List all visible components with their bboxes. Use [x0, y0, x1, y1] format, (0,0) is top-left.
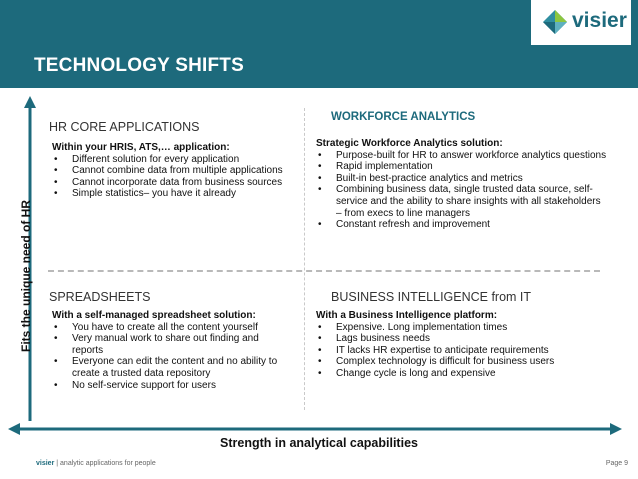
quadrant-lead: Strategic Workforce Analytics solution:	[316, 138, 503, 149]
quadrant-lead: With a self-managed spreadsheet solution:	[52, 310, 256, 321]
vertical-divider	[304, 108, 305, 410]
footer-tagline: analytic applications for people	[60, 460, 156, 467]
bullet-item: • Simple statistics– you have it already	[52, 188, 292, 200]
bullet-item: • Everyone can edit the content and no ability to create a trusted data repository	[52, 356, 292, 379]
footer-brand: visier	[36, 460, 55, 467]
bullet-item: • Cannot combine data from multiple applications	[52, 165, 292, 177]
quadrant-title-hr-core: HR CORE APPLICATIONS	[49, 120, 200, 134]
bullet-item: • You have to create all the content yourself	[52, 322, 292, 334]
bullet-item: • Lags business needs	[316, 333, 608, 345]
quadrant-lead: With a Business Intelligence platform:	[316, 310, 498, 321]
quadrant-body-business-intelligence	[316, 310, 608, 380]
quadrant-title-spreadsheets: SPREADSHEETS	[49, 290, 151, 304]
bullet-item: • Different solution for every application	[52, 154, 292, 166]
footer	[36, 460, 156, 467]
quadrant-body-workforce-analytics	[316, 138, 608, 231]
bullet-item: • Purpose-built for HR to answer workforce analytics questions	[316, 150, 608, 162]
x-axis-arrow-left	[8, 423, 20, 435]
quadrant-body-spreadsheets	[52, 310, 292, 391]
bullet-item: • No self-service support for users	[52, 380, 292, 392]
quadrant-title-workforce-analytics: WORKFORCE ANALYTICS	[331, 111, 476, 123]
quadrant-lead: Within your HRIS, ATS,… application:	[52, 142, 230, 153]
page-number: Page 9	[605, 460, 628, 467]
bullet-item: • Expensive. Long implementation times	[316, 322, 608, 334]
bullet-list	[316, 150, 608, 231]
bullet-list	[52, 154, 292, 200]
x-axis-arrow-right	[610, 423, 622, 435]
footer-separator: |	[56, 460, 59, 467]
x-axis-label: Strength in analytical capabilities	[220, 436, 418, 450]
bullet-item: • Constant refresh and improvement	[316, 219, 608, 231]
bullet-item: • Combining business data, single trusted data source, self-service and the ability to share insights with all stakeholders – from execs to line managers	[316, 184, 608, 219]
bullet-item: • Cannot incorporate data from business sources	[52, 177, 292, 189]
bullet-item: • IT lacks HR expertise to anticipate requirements	[316, 345, 608, 357]
bullet-item: • Complex technology is difficult for business users	[316, 356, 608, 368]
bullet-list	[316, 322, 608, 380]
bullet-item: • Rapid implementation	[316, 161, 608, 173]
bullet-item: • Change cycle is long and expensive	[316, 368, 608, 380]
y-axis-arrow	[24, 96, 36, 108]
y-axis-label: Fits the unique need of HR	[19, 200, 33, 352]
logo-wordmark: visier	[572, 9, 627, 32]
bullet-item: • Very manual work to share out finding and reports	[52, 333, 292, 356]
quadrant-body-hr-core	[52, 142, 292, 200]
bullet-item: • Built-in best-practice analytics and metrics	[316, 173, 608, 185]
quadrant-title-business-intelligence: BUSINESS INTELLIGENCE from IT	[331, 290, 532, 304]
bullet-list	[52, 322, 292, 392]
slide-title: TECHNOLOGY SHIFTS	[34, 55, 244, 76]
horizontal-divider	[48, 270, 600, 272]
